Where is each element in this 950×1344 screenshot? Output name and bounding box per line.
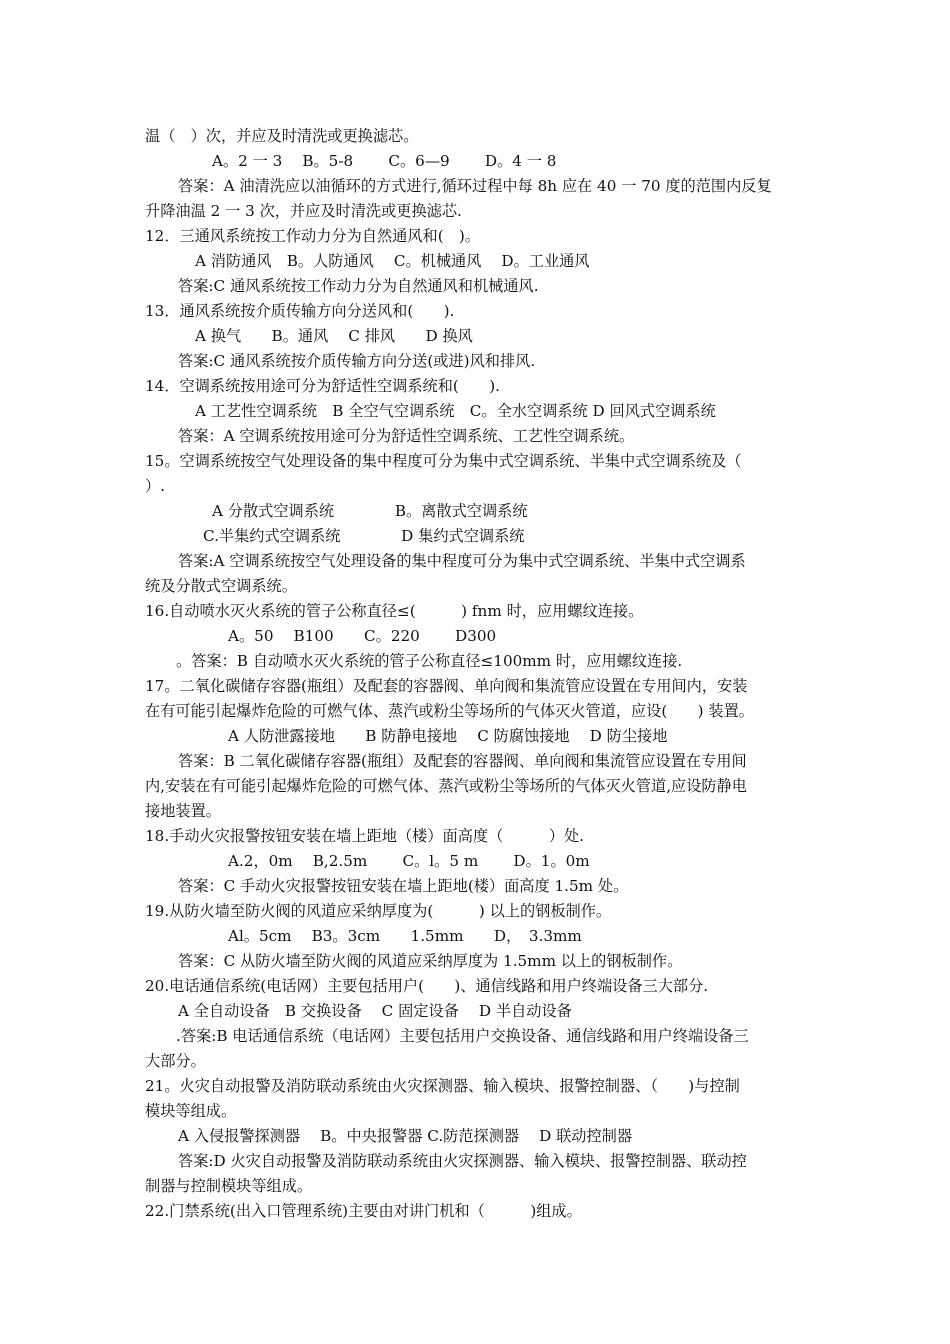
question-options: A 人防泄露接地 B 防静电接地 C 防腐蚀接地 D 防尘接地 — [228, 727, 668, 745]
question-21: 21。火灾自动报警及消防联动系统由火灾探测器、输入模块、报警控制器、（ )与控制 — [145, 1077, 740, 1095]
answer-line: 答案:A 空调系统按空气处理设备的集中程度可分为集中式空调系统、半集中式空调系 — [178, 552, 746, 570]
text-line: 内,安装在有可能引起爆炸危险的可燃气体、蒸汽或粉尘等场所的气体灭火管道,应设防静电 — [145, 777, 747, 795]
text-line: 模块等组成。 — [145, 1102, 237, 1120]
question-18: 18.手动火灾报警按钮安装在墙上距地（楼）面高度（ ）处. — [145, 827, 585, 845]
text-line: 升降油温 2 一 3 次，并应及时清洗或更换滤芯. — [145, 202, 462, 220]
question-options: A 消防通风 B。人防通风 C。机械通风 D。工业通风 — [195, 252, 590, 270]
answer-line: 答案：C 从防火墙至防火阀的风道应采纳厚度为 1.5mm 以上的钢板制作。 — [178, 952, 683, 970]
question-14: 14．空调系统按用途可分为舒适性空调系统和( ). — [145, 377, 500, 395]
answer-line: 。答案：B 自动喷水灭火系统的管子公称直径≤100mm 时，应用螺纹连接. — [176, 652, 683, 670]
question-19: 19.从防火墙至防火阀的风道应采纳厚度为( ) 以上的钢板制作。 — [145, 902, 612, 920]
question-16: 16.自动喷水灭火系统的管子公称直径≤( ) fnm 时，应用螺纹连接。 — [145, 602, 644, 620]
text-line: 在有可能引起爆炸危险的可燃气体、蒸汽或粉尘等场所的气体灭火管道，应设( ) 装置。 — [145, 702, 754, 720]
question-options: A.2，0m B,2.5m C。l。5 m D。1。0m — [228, 852, 590, 870]
answer-line: 答案：B 二氧化碳储存容器(瓶组）及配套的容器阀、单向阀和集流管应设置在专用间 — [178, 752, 747, 770]
answer-line: 答案:C 通风系统按介质传输方向分送(或进)风和排风. — [178, 352, 536, 370]
answer-line: 答案:C 通风系统按工作动力分为自然通风和机械通风. — [178, 277, 539, 295]
question-15: 15。空调系统按空气处理设备的集中程度可分为集中式空调系统、半集中式空调系统及（ — [145, 452, 742, 470]
question-17: 17。二氧化碳储存容器(瓶组）及配套的容器阀、单向阀和集流管应设置在专用间内，安装 — [145, 677, 748, 695]
text-line: 制器与控制模块等组成。 — [145, 1177, 313, 1195]
question-13: 13．通风系统按介质传输方向分送风和( ). — [145, 302, 455, 320]
question-options: A 工艺性空调系统 B 全空气空调系统 C。全水空调系统 D 回风式空调系统 — [195, 402, 716, 420]
text-line: 大部分。 — [145, 1052, 206, 1070]
question-options: A 入侵报警探测器 B。中央报警器 C.防范探测器 D 联动控制器 — [178, 1127, 633, 1145]
question-options: A 换气 B。通风 C 排风 D 换风 — [195, 327, 473, 345]
text-line: 温（ ）次，并应及时清洗或更换滤芯。 — [145, 127, 419, 145]
text-line: 接地装置。 — [145, 802, 221, 820]
answer-line: 答案：A 油清洗应以油循环的方式进行,循环过程中每 8h 应在 40 一 70 度的范围内反复 — [178, 177, 772, 195]
text-line: ）. — [145, 477, 166, 495]
answer-line: 答案：C 手动火灾报警按钮安装在墙上距地(楼）面高度 1.5m 处。 — [178, 877, 629, 895]
question-options: A。2 一 3 B。5-8 C。6—9 D。4 一 8 — [212, 152, 557, 170]
question-12: 12．三通风系统按工作动力分为自然通风和( )。 — [145, 227, 480, 245]
question-22: 22.门禁系统(出入口管理系统)主要由对讲门机和（ )组成。 — [145, 1202, 582, 1220]
question-20: 20.电话通信系统(电话网）主要包括用户( )、通信线路和用户终端设备三大部分. — [145, 977, 709, 995]
question-options: A。50 B100 C。220 D300 — [228, 627, 497, 645]
question-options: A 分散式空调系统 B。离散式空调系统 — [212, 502, 528, 520]
answer-line: 答案:D 火灾自动报警及消防联动系统由火灾探测器、输入模块、报警控制器、联动控 — [178, 1152, 747, 1170]
question-options: Al。5cm B3。3cm 1.5mm D， 3.3mm — [228, 927, 582, 945]
answer-line: 答案：A 空调系统按用途可分为舒适性空调系统、工艺性空调系统。 — [178, 427, 635, 445]
question-options: A 全自动设备 B 交换设备 C 固定设备 D 半自动设备 — [178, 1002, 572, 1020]
text-line: 统及分散式空调系统。 — [145, 577, 297, 595]
question-options: C.半集约式空调系统 D 集约式空调系统 — [203, 527, 525, 545]
answer-line: .答案:B 电话通信系统（电话网）主要包括用户交换设备、通信线路和用户终端设备三 — [176, 1027, 749, 1045]
